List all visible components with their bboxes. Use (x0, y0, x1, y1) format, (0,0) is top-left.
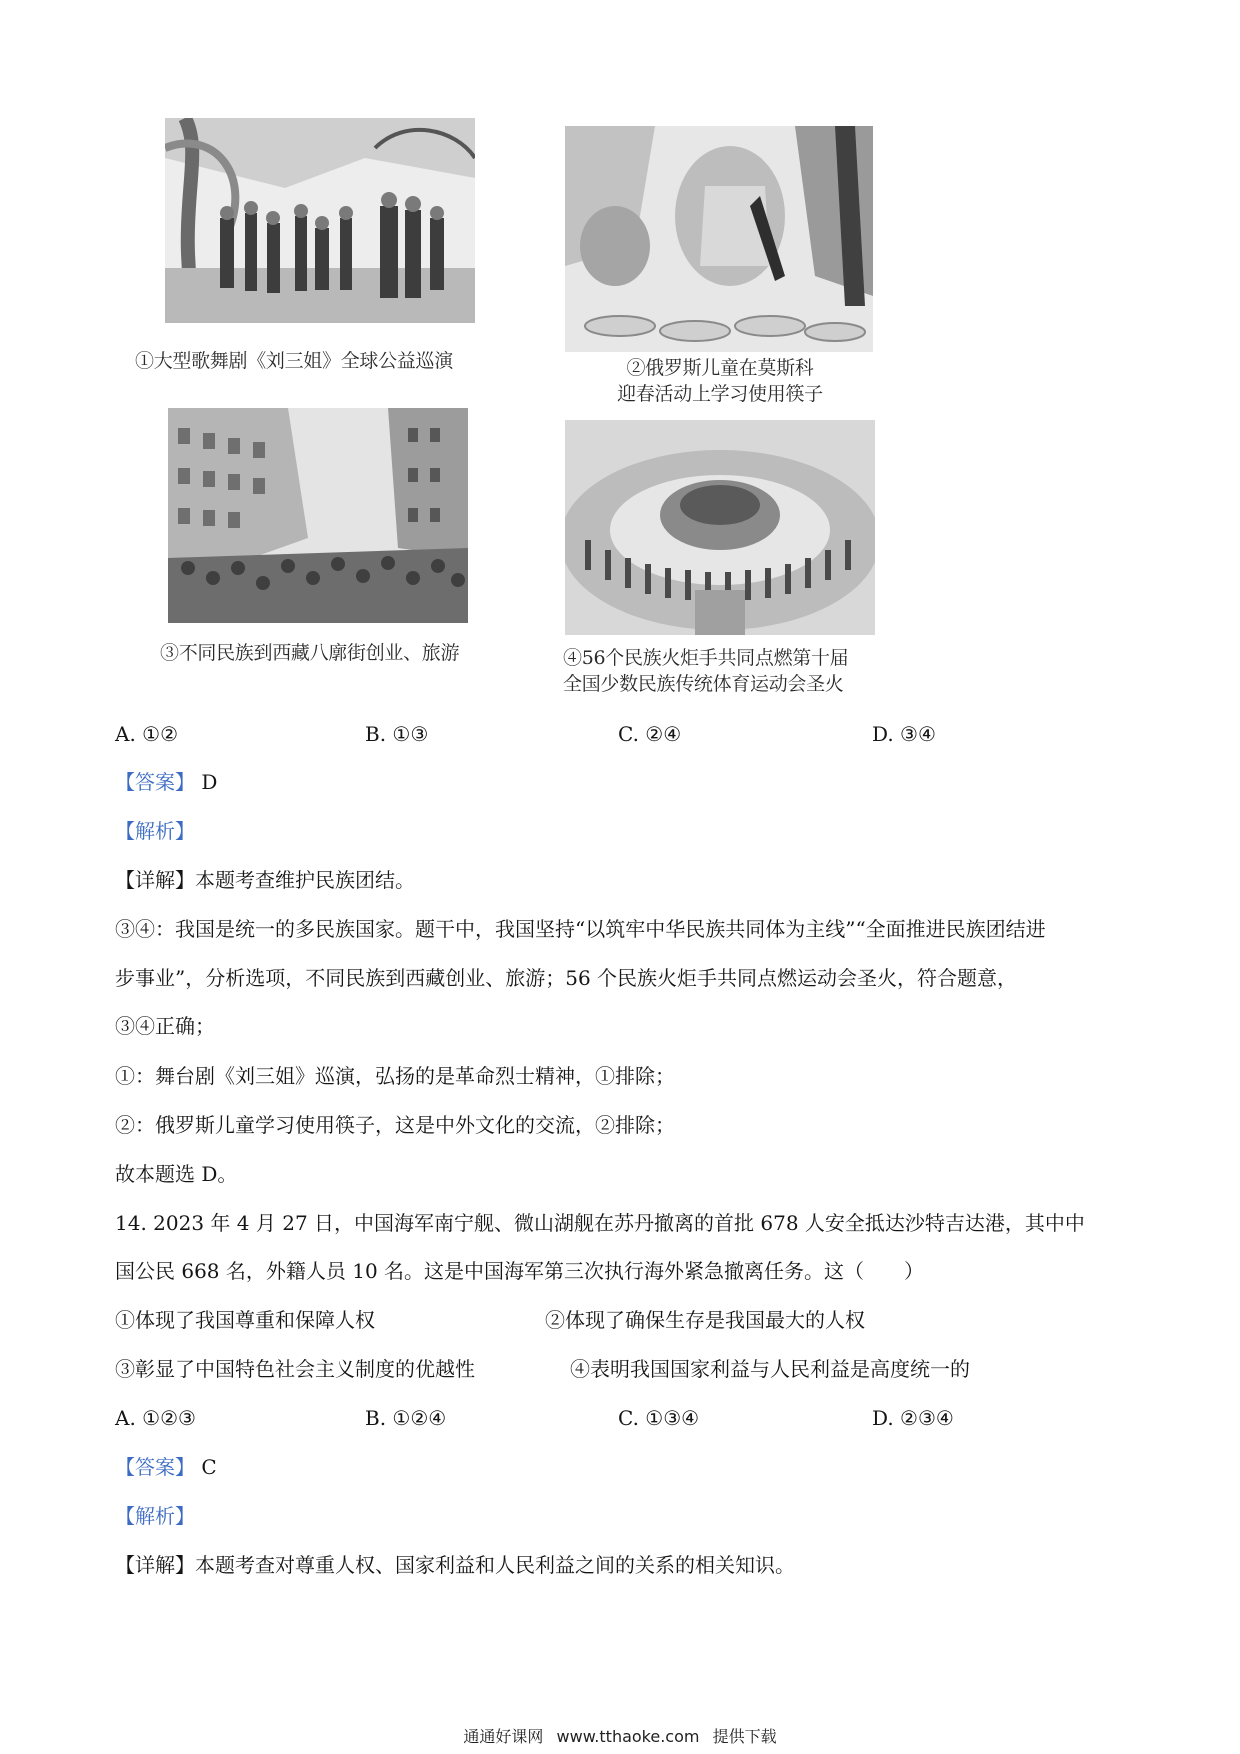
q14-analysis-label: 解析 (135, 1504, 175, 1528)
q13-body-line5: ②：俄罗斯儿童学习使用筷子，这是中外文化的交流，②排除； (115, 1113, 675, 1137)
photo4-caption-line2: 全国少数民族传统体育运动会圣火 (563, 673, 844, 695)
q14-option-b: B. ①②④ (365, 1406, 447, 1430)
q14-answer-close: 】 (175, 1455, 195, 1479)
q13-analysis-close: 】 (175, 819, 195, 843)
q13-body-line4: ①：舞台剧《刘三姐》巡演，弘扬的是革命烈士精神，①排除； (115, 1064, 675, 1088)
q14-detail-open: 【详解】 (115, 1553, 195, 1577)
q13-analysis (115, 817, 195, 845)
q14-statement-4: ④表明我国国家利益与人民利益是高度统一的 (570, 1357, 970, 1381)
q13-body-line6: 故本题选 D。 (115, 1162, 238, 1186)
q14-analysis-open: 【 (115, 1504, 135, 1528)
q14-stem-line1: 14. 2023 年 4 月 27 日，中国海军南宁舰、微山湖舰在苏丹撤离的首批 678 人安全抵达沙特吉达港，其中中 (115, 1211, 1085, 1235)
q13-option-c: C. ②④ (618, 722, 682, 746)
page-footer (0, 1726, 1240, 1748)
q14-detail (115, 1551, 795, 1579)
photo4-caption (563, 645, 848, 697)
q14-statement-2: ②体现了确保生存是我国最大的人权 (545, 1308, 865, 1332)
q13-answer (115, 768, 217, 796)
q14-statement-3: ③彰显了中国特色社会主义制度的优越性 (115, 1357, 475, 1381)
q13-analysis-label: 解析 (135, 819, 175, 843)
photo2-caption-line2: 迎春活动上学习使用筷子 (617, 383, 823, 405)
q14-answer-value: C (201, 1455, 217, 1479)
q13-answer-close: 】 (175, 770, 195, 794)
q13-option-a: A. ①② (115, 722, 179, 746)
q13-option-d: D. ③④ (872, 722, 936, 746)
footer-url[interactable]: www.tthaoke.com (556, 1727, 700, 1746)
q13-detail-text: 本题考查维护民族团结。 (195, 868, 415, 892)
q14-statement-1: ①体现了我国尊重和保障人权 (115, 1308, 375, 1332)
q14-stem-line2: 国公民 668 名，外籍人员 10 名。这是中国海军第三次执行海外紧急撤离任务。这（ ） (115, 1259, 925, 1283)
photo-chopsticks (565, 126, 873, 352)
q14-analysis (115, 1502, 195, 1530)
photo1-caption: ①大型歌舞剧《刘三姐》全球公益巡演 (135, 350, 453, 372)
photo-barkhor-street (168, 408, 468, 623)
stadium-ceremony-image (565, 420, 875, 635)
q14-answer-open: 【 (115, 1455, 135, 1479)
photo-torch-lighting (565, 420, 875, 635)
stage-performance-image (165, 118, 475, 323)
q13-body-line2: 步事业”，分析选项，不同民族到西藏创业、旅游；56 个民族火炬手共同点燃运动会圣火，符合题意， (115, 966, 1018, 990)
q14-answer (115, 1453, 217, 1481)
q13-body-line1: ③④：我国是统一的多民族国家。题干中，我国坚持“以筑牢中华民族共同体为主线”“全面推进民族团结进 (115, 917, 1046, 941)
q14-answer-label: 答案 (135, 1455, 175, 1479)
photo3-caption: ③不同民族到西藏八廓街创业、旅游 (160, 642, 460, 664)
q14-detail-text: 本题考查对尊重人权、国家利益和人民利益之间的关系的相关知识。 (195, 1553, 795, 1577)
footer-site-name: 通通好课网 (463, 1727, 544, 1746)
photo2-caption-line1: ②俄罗斯儿童在莫斯科 (626, 357, 814, 379)
q14-option-c: C. ①③④ (618, 1406, 700, 1430)
q13-answer-label: 答案 (135, 770, 175, 794)
footer-suffix: 提供下载 (712, 1727, 777, 1746)
children-chopsticks-image (565, 126, 873, 352)
q14-option-a: A. ①②③ (115, 1406, 196, 1430)
q13-body-line3: ③④正确； (115, 1014, 215, 1038)
photo4-caption-line1: ④56个民族火炬手共同点燃第十届 (563, 647, 849, 669)
street-crowd-image (168, 408, 468, 623)
q13-option-b: B. ①③ (365, 722, 429, 746)
q13-analysis-open: 【 (115, 819, 135, 843)
q14-analysis-close: 】 (175, 1504, 195, 1528)
q14-option-d: D. ②③④ (872, 1406, 954, 1430)
q13-detail (115, 866, 415, 894)
photo2-caption (560, 355, 880, 407)
q13-detail-open: 【详解】 (115, 868, 195, 892)
photo-liu-sanjie (165, 118, 475, 323)
q13-answer-open: 【 (115, 770, 135, 794)
q13-answer-value: D (201, 770, 218, 794)
